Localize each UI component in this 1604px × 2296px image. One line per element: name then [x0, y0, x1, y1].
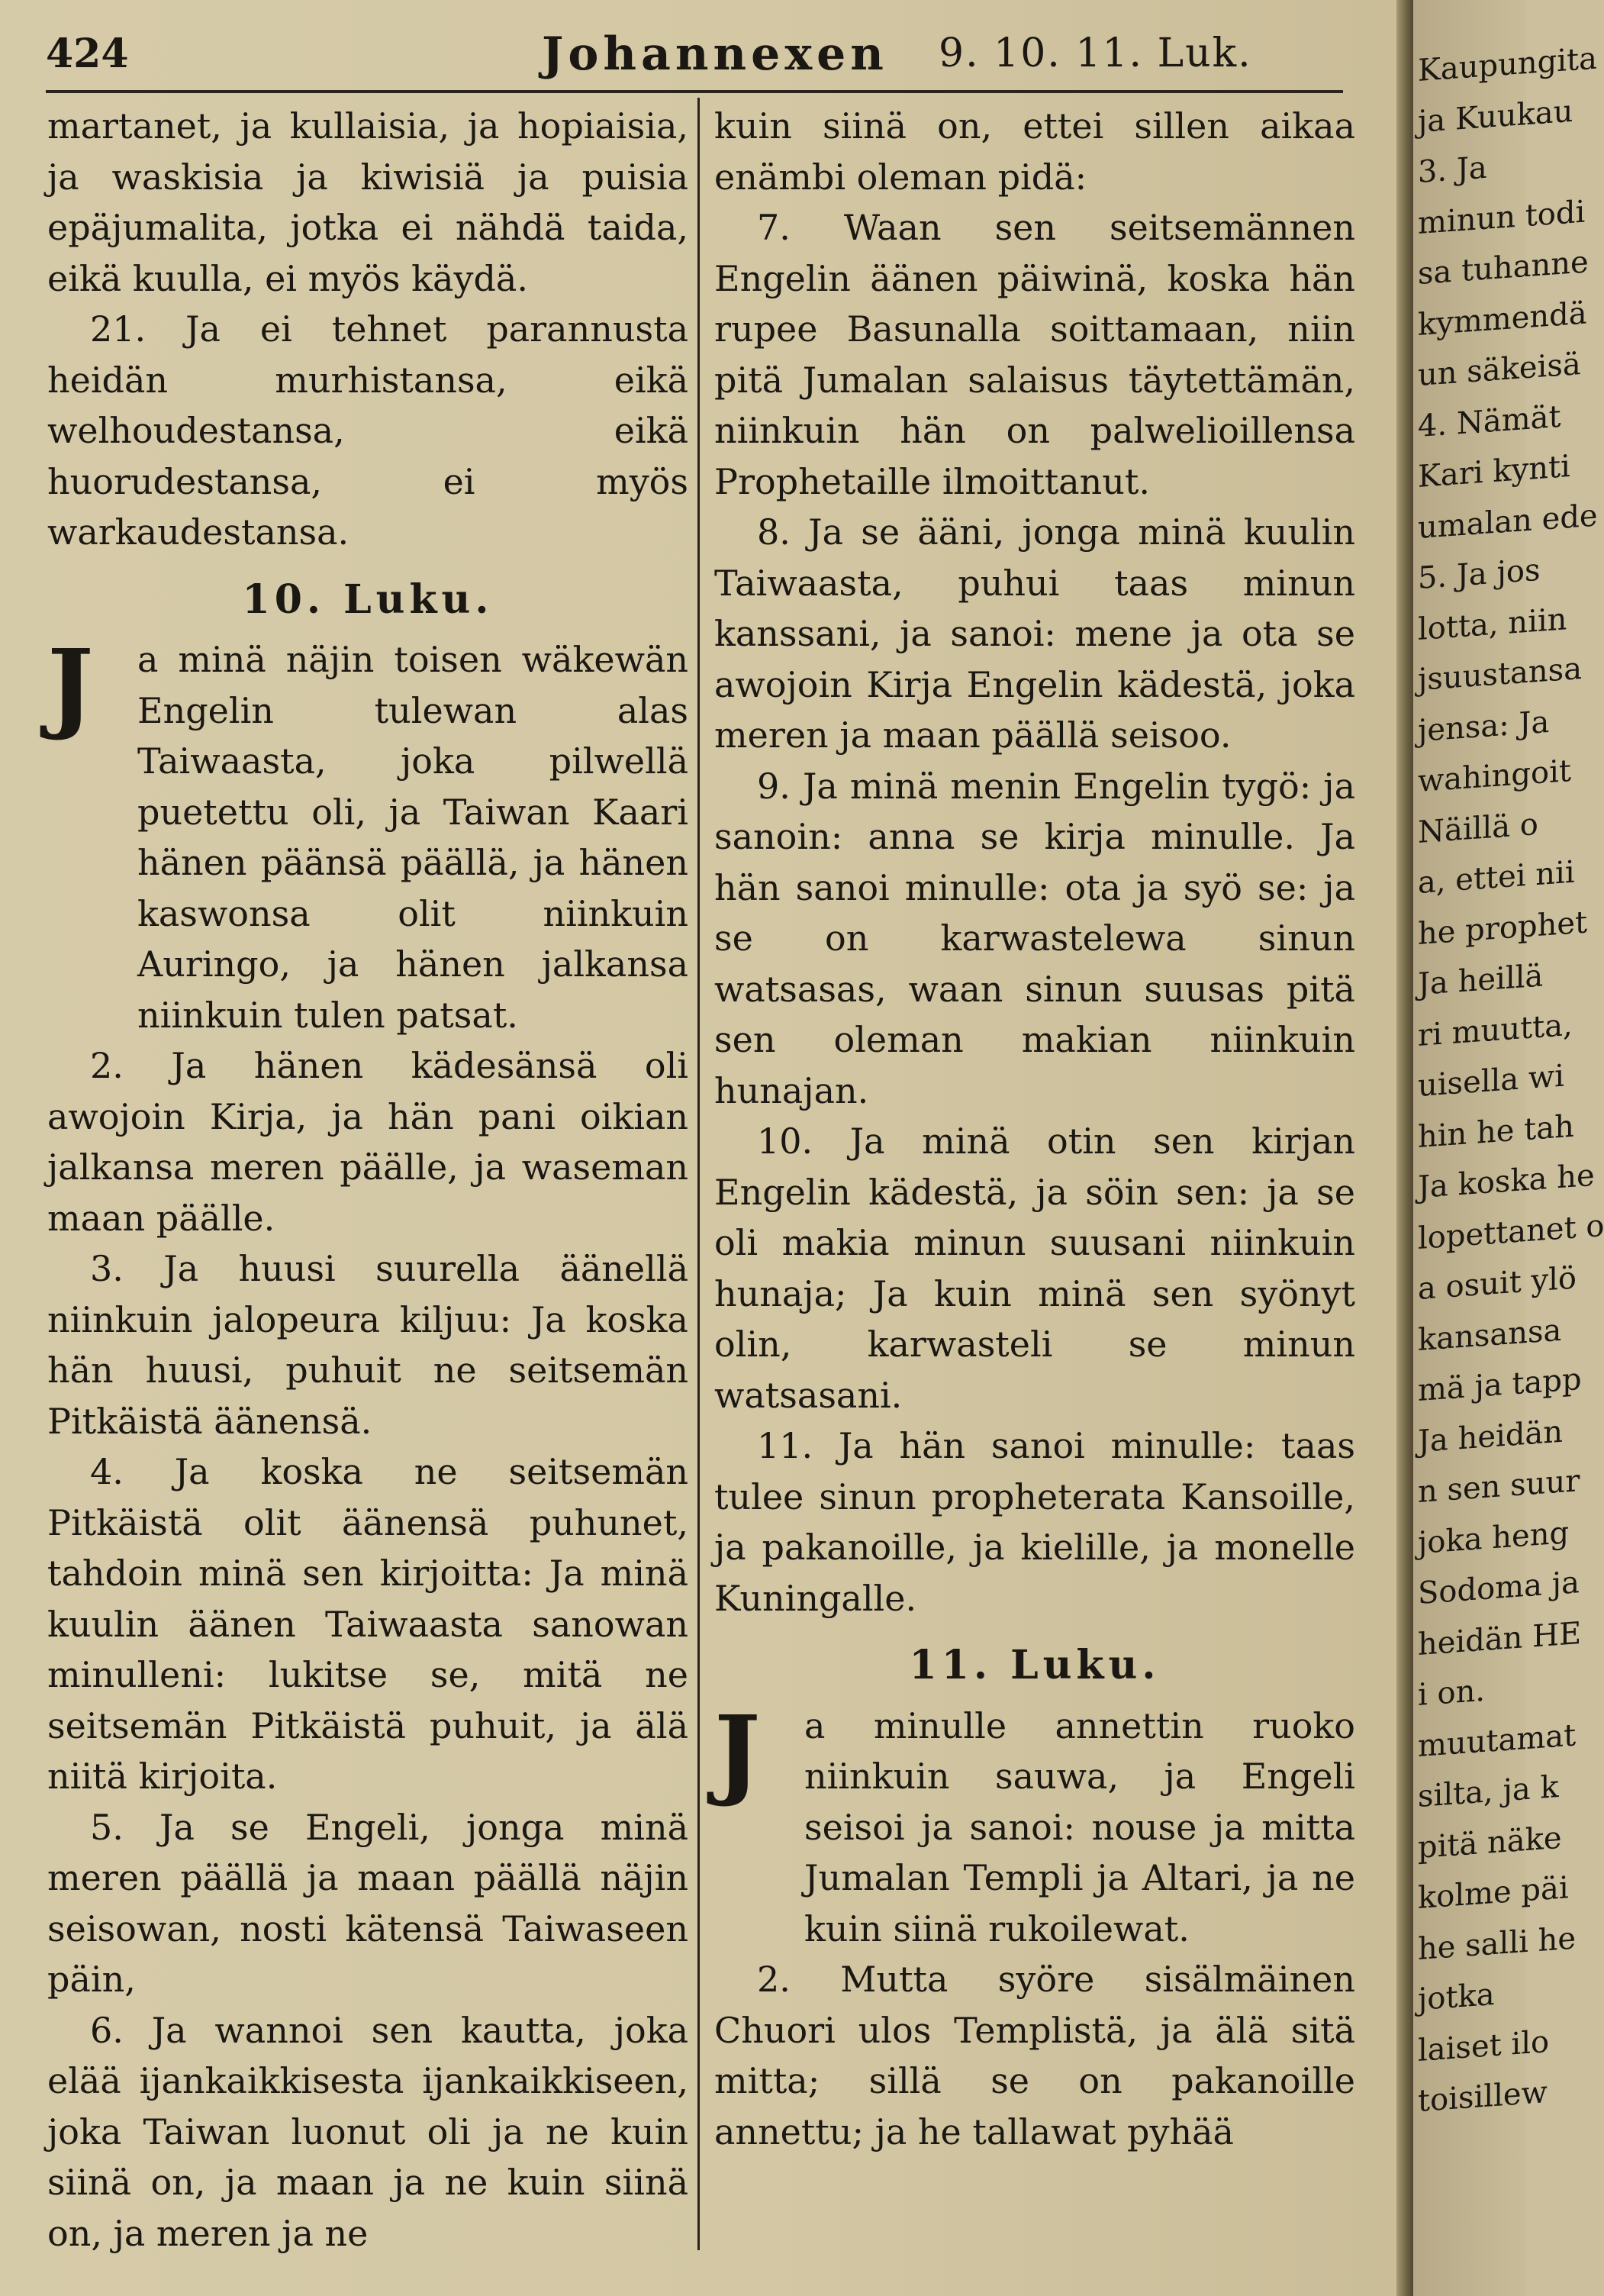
facing-page-line: silta, ja k — [1418, 1769, 1559, 1814]
facing-page-line: he prophet — [1418, 904, 1588, 952]
header-rule — [46, 90, 1343, 93]
verse: 4. Ja koska ne seitsemän Pitkäistä olit äänensä puhunet, tahdoin minä sen kirjoitta: Ja minä kuulin äänen Taiwaasta sanowan minulleni: lukitse se, mitä ne seitsemän Pitkäistä puhuit, ja älä niitä kirjoita. — [47, 1451, 688, 1797]
facing-page-line: Ja heillä — [1418, 958, 1544, 1002]
facing-page-line: ja Kuukau — [1418, 93, 1573, 140]
verse: 2. Ja hänen kädesänsä oli awojoin Kirja, ja hän pani oikian jalkansa meren päälle, ja waseman maan päälle. — [47, 1045, 688, 1239]
chapter-opening — [47, 629, 688, 1040]
facing-page-line: Kaupungita — [1418, 40, 1597, 89]
facing-page-line: ri muutta, — [1418, 1007, 1573, 1053]
verse: 8. Ja se ääni, jonga minä kuulin Taiwaasta, puhui taas minun kanssani, ja sanoi: mene ja ota se awojoin Kirja Engelin kädestä, joka meren ja maan päällä seisoo. — [714, 511, 1355, 756]
facing-page-line: jensa: Ja — [1418, 704, 1550, 749]
verse: 7. Waan sen seitsemännen Engelin äänen päiwinä, koska hän rupee Basunalla soittamaan, niin pitä Jumalan salaisus täytettämän, niinkuin hän on palwelioillensa Prophetaille ilmoittanut. — [714, 207, 1355, 502]
facing-page-line: he salli he — [1418, 1920, 1577, 1967]
chapter-heading: 11. Luku. — [909, 1642, 1161, 1688]
facing-page-line: toisillew — [1418, 2075, 1548, 2119]
verse: 5. Ja se Engeli, jonga minä meren päällä ja maan päällä näjin seisowan, nosti kätensä Taiwaseen päin, — [47, 1806, 688, 2000]
paragraph: martanet, ja kullaisia, ja hopiaisia, ja waskisia ja kiwisiä ja puisia epäjumalita, jotka ei nähdä taida, eikä kuulla, ei myös käydä. — [47, 105, 688, 299]
chapter-opening — [714, 1695, 1355, 1955]
facing-page-line: n sen suur — [1418, 1463, 1580, 1510]
facing-page-line: Ja heidän — [1418, 1414, 1564, 1459]
facing-page-line: jsuustansa — [1418, 650, 1583, 698]
right-column — [714, 101, 1355, 2157]
chapter-opening-text: a minä näjin toisen wäkewän Engelin tulewan alas Taiwaasta, joka pilwellä puetettu oli, ja Taiwan Kaari hänen päänsä päällä, ja hänen kaswonsa olit niinkuin Auringo, ja hänen jalkansa niinkuin tulen patsat. — [137, 639, 688, 1036]
facing-page-line: kymmendä — [1418, 295, 1587, 343]
facing-page-line: 3. Ja — [1418, 150, 1487, 190]
chapter-opening-text: a minulle annettin ruoko niinkuin sauwa, ja Engeli seisoi ja sanoi: nouse ja mitta Jumalan Templi ja Altari, ja ne kuin siinä rukoilewat. — [804, 1704, 1355, 1949]
facing-page-line: 4. Nämät — [1418, 398, 1561, 444]
chapter-heading: 10. Luku. — [242, 576, 494, 623]
facing-page-line: umalan ede — [1418, 498, 1598, 546]
facing-page-line: kolme päi — [1418, 1870, 1569, 1916]
facing-page-line: a osuit ylö — [1418, 1260, 1577, 1307]
facing-page-line: Kari kynti — [1418, 449, 1570, 495]
left-column — [47, 101, 688, 2259]
facing-page-line: jotka — [1418, 1976, 1495, 2017]
facing-page-line: pitä näke — [1418, 1820, 1562, 1866]
facing-page-line: minun todi — [1418, 194, 1586, 241]
facing-page-line: sa tuhanne — [1418, 244, 1589, 292]
facing-page-line: joka heng — [1418, 1514, 1570, 1561]
facing-page-line: 5. Ja jos — [1418, 552, 1541, 596]
facing-page-line: Näillä o — [1418, 806, 1538, 850]
chapter-reference: 9. 10. 11. Luk. — [939, 31, 1252, 76]
facing-page-line: heidän HE — [1418, 1615, 1582, 1662]
verse: 6. Ja wannoi sen kautta, joka elää ijankaikkisesta ijankaikkiseen, joka Taiwan luonut oli ja ne kuin siinä on, ja maan ja ne kuin siinä on, ja meren ja ne — [47, 2009, 688, 2254]
facing-page-line: kansansa — [1418, 1312, 1562, 1358]
page-number: 424 — [46, 31, 129, 77]
verse: 2. Mutta syöre sisälmäinen Chuori ulos Templistä, ja älä sitä mitta; sillä se on pakanoille annettu; ja he tallawat pyhää — [714, 1959, 1355, 2152]
facing-page-line: wahingoit — [1418, 753, 1571, 799]
verse: 10. Ja minä otin sen kirjan Engelin kädestä, ja söin sen: ja se oli makia minun suusani niinkuin hunaja; Ja kuin minä sen syönyt olin, karwasteli se minun watsasani. — [714, 1121, 1355, 1416]
verse-continuation: kuin siinä on, ettei sillen aikaa enämbi oleman pidä: — [714, 105, 1355, 198]
facing-page-line: lotta, niin — [1418, 601, 1567, 647]
book-gutter — [1396, 0, 1413, 2296]
drop-initial: J — [714, 1695, 761, 1810]
facing-page-line: un säkeisä — [1418, 347, 1581, 393]
verse: 3. Ja huusi suurella äänellä niinkuin jalopeura kiljuu: Ja koska hän huusi, puhuit ne seitsemän Pitkäistä äänensä. — [47, 1248, 688, 1442]
drop-initial: J — [47, 629, 94, 743]
column-divider — [697, 98, 700, 2250]
facing-page-edge — [1413, 0, 1604, 2296]
facing-page-line: laiset ilo — [1418, 2024, 1550, 2069]
facing-page-line: Sodoma ja — [1418, 1565, 1580, 1611]
facing-page-line: uisella wi — [1418, 1058, 1564, 1104]
facing-page-line: hin he tah — [1418, 1108, 1574, 1155]
page-header — [46, 23, 1343, 92]
facing-page-line: lopettanet o — [1418, 1208, 1604, 1256]
facing-page-line: Ja koska he — [1418, 1157, 1595, 1205]
facing-page-line: a, ettei nii — [1418, 854, 1575, 901]
running-title: Johannexen — [542, 27, 888, 81]
facing-page-line: i on. — [1418, 1672, 1486, 1713]
facing-page-text — [1413, 0, 1604, 2127]
facing-page-line: muutamat — [1418, 1717, 1577, 1764]
verse: 11. Ja hän sanoi minulle: taas tulee sinun propheterata Kansoille, ja pakanoille, ja kielille, ja monelle Kuningalle. — [714, 1425, 1355, 1619]
verse: 9. Ja minä menin Engelin tygö: ja sanoin: anna se kirja minulle. Ja hän sanoi minulle: ota ja syö se: ja se on karwastelewa sinun watsasas, waan sinun suusas pitä sen oleman makian niinkuin hunajan. — [714, 765, 1355, 1111]
facing-page-line: mä ja tapp — [1418, 1361, 1582, 1408]
verse: 21. Ja ei tehnet parannusta heidän murhistansa, eikä welhoudestansa, eikä huorudestansa, ei myös warkaudestansa. — [47, 308, 688, 553]
